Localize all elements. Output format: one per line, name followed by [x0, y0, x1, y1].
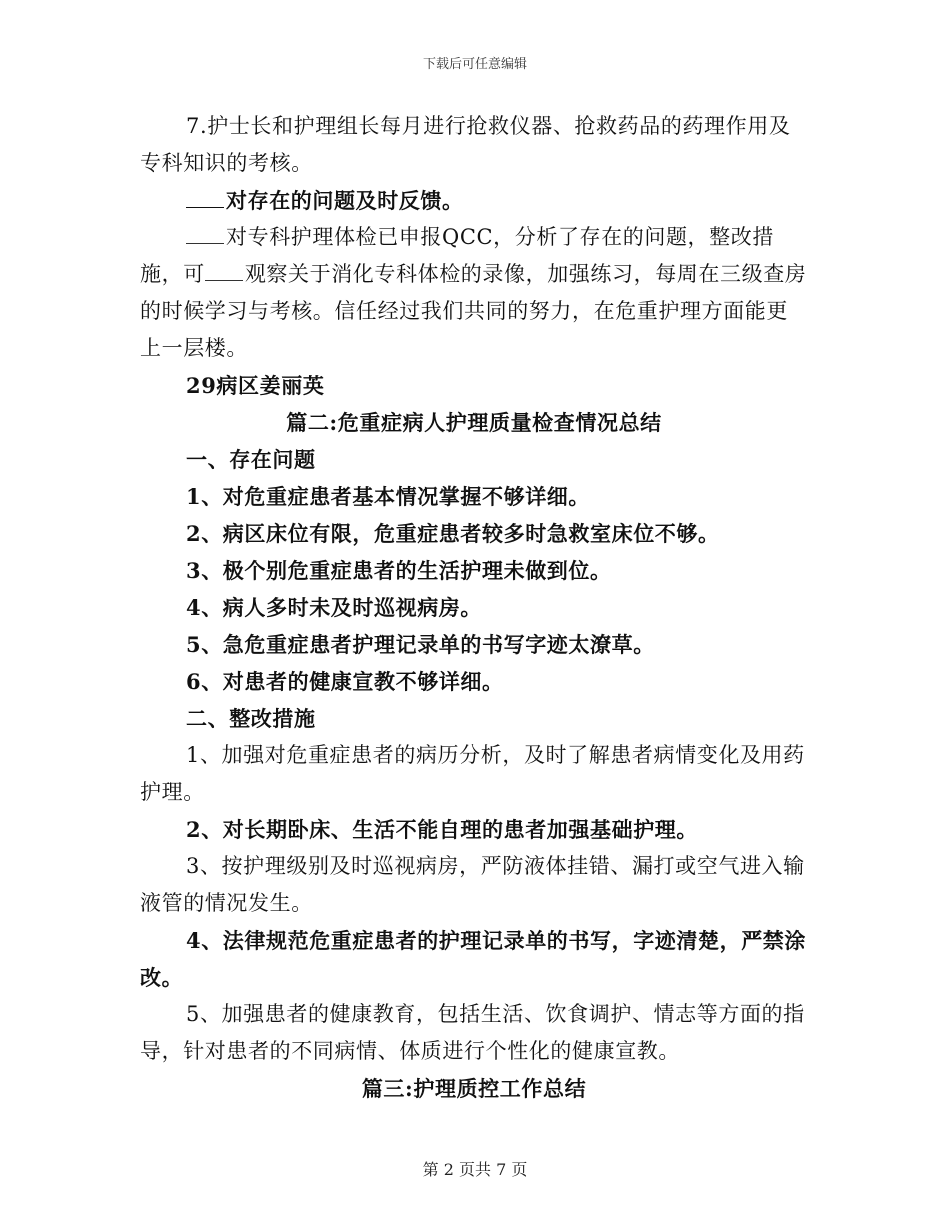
- heading-problems: 一、存在问题: [186, 447, 316, 472]
- problem-item-4: 4、病人多时未及时巡视病房。: [186, 595, 483, 620]
- blank-underline: [186, 225, 224, 244]
- section-title-part2: 篇二:危重症病人护理质量检查情况总结: [286, 410, 662, 435]
- problem-item-2: 2、病区床位有限，危重症患者较多时急救室床位不够。: [186, 521, 720, 546]
- blank-underline: [186, 189, 224, 208]
- problem-item-6: 6、对患者的健康宣教不够详细。: [186, 669, 504, 694]
- paragraph-qcc: [140, 219, 808, 367]
- qcc-text-a: 对专科护理体检已申报QCC，分析了存在的问题，整改措施，可: [140, 225, 774, 286]
- measure-item-1: 1、加强对危重症患者的病历分析，及时了解患者病情变化及用药护理。: [140, 743, 805, 804]
- document-body: [140, 108, 808, 1107]
- problem-item-5: 5、急危重症患者护理记录单的书写字迹太潦草。: [186, 632, 655, 657]
- header-note: 下载后可任意编辑: [422, 57, 527, 72]
- signature-line: 29病区姜丽英: [186, 373, 325, 398]
- measure-item-5: 5、加强患者的健康教育，包括生活、饮食调护、情志等方面的指导，针对患者的不同病情、体质进行个性化的健康宣教。: [140, 1002, 805, 1063]
- heading-measures: 二、整改措施: [186, 706, 316, 731]
- section-title-part3: 篇三:护理质控工作总结: [361, 1076, 587, 1101]
- problem-item-1: 1、对危重症患者基本情况掌握不够详细。: [186, 484, 591, 509]
- measure-item-4: 4、法律规范危重症患者的护理记录单的书写，字迹清楚，严禁涂改。: [140, 928, 807, 990]
- qcc-text-b: 观察关于消化专科体检的录像，加强练习，每周在三级查房的时候学习与考核。信任经过我们共同的努力，在危重护理方面能更上一层楼。: [140, 262, 807, 360]
- measure-item-2: 2、对长期卧床、生活不能自理的患者加强基础护理。: [186, 817, 699, 842]
- blank-underline: [205, 262, 243, 281]
- feedback-text: 对存在的问题及时反馈。: [226, 188, 464, 213]
- problem-item-3: 3、极个别危重症患者的生活护理未做到位。: [186, 558, 612, 583]
- paragraph-feedback: [140, 182, 808, 219]
- measure-item-3: 3、按护理级别及时巡视病房，严防液体挂错、漏打或空气进入输液管的情况发生。: [140, 854, 805, 915]
- page-number: 第 2 页共 7 页: [422, 1160, 528, 1179]
- paragraph-item-7: 7.护士长和护理组长每月进行抢救仪器、抢救药品的药理作用及专科知识的考核。: [140, 114, 791, 175]
